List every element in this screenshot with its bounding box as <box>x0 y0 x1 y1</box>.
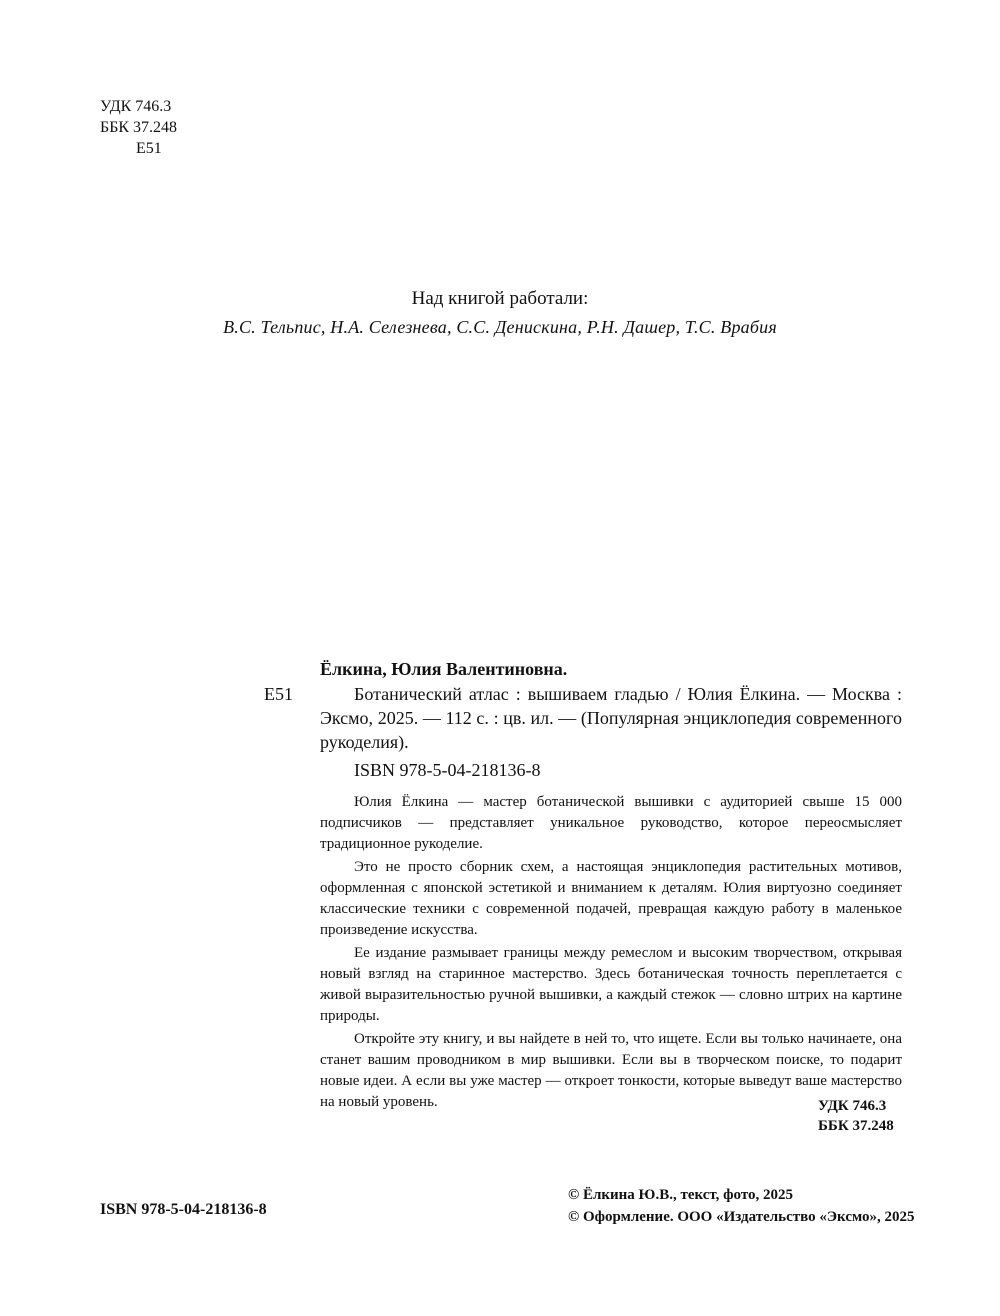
annotation-paragraph: Это не просто сборник схем, а настоящая энциклопедия растительных мотивов, оформленная с японской эстетикой и вниманием к деталям. Юлия виртуозно соединяет классические техники с современной подачей, превращая каждую работу в маленькое произведение искусства. <box>320 859 902 938</box>
udk-code-bottom: УДК 746.3 <box>818 1098 887 1114</box>
copyright-block <box>568 1184 915 1228</box>
biblio-author: Ёлкина, Юлия Валентиновна. <box>320 659 568 679</box>
annotation-paragraph: Юлия Ёлкина — мастер ботанической вышивки с аудиторией свыше 15 000 подписчиков — представляет уникальное руководство, которое переосмысляет традиционное рукоделие. <box>320 794 902 852</box>
annotation-paragraph: Откройте эту книгу, и вы найдете в ней то, что ищете. Если вы только начинаете, она станет вашим проводником в мир вышивки. Если вы в творческом поиске, то подарит новые идеи. А если вы уже мастер — откроет тонкости, которые выведут ваше мастерство на новый уровень. <box>320 1031 902 1110</box>
editorial-team <box>0 286 1000 340</box>
copyright-text: © Ёлкина Ю.В., текст, фото, 2025 <box>568 1187 793 1203</box>
classification-codes-top <box>100 96 177 159</box>
isbn-bottom: ISBN 978-5-04-218136-8 <box>100 1201 267 1218</box>
classification-codes-bottom <box>818 1096 894 1136</box>
annotation <box>320 792 902 1115</box>
author-mark: Е51 <box>136 140 162 157</box>
biblio-description: Ботанический атлас : вышиваем гладью / Юлия Ёлкина. — Москва : Эксмо, 2025. — 112 с. : цв. ил. — (Популярная энциклопедия современного рукоделия). <box>320 684 902 752</box>
biblio-isbn: ISBN 978-5-04-218136-8 <box>354 760 541 780</box>
biblio-author-mark: Е51 <box>264 684 293 704</box>
annotation-paragraph: Ее издание размывает границы между ремеслом и высоким творчеством, открывая новый взгляд на старинное мастерство. Здесь ботаническая точность переплетается с живой выразительностью ручной вышивки, а каждый стежок — словно штрих на картине природы. <box>320 945 902 1024</box>
bbk-code: ББК 37.248 <box>100 119 178 136</box>
team-heading: Над книгой работали: <box>411 288 589 309</box>
bbk-code-bottom: ББК 37.248 <box>818 1118 894 1134</box>
udk-code: УДК 746.3 <box>100 98 172 115</box>
copyright-design: © Оформление. ООО «Издательство «Эксмо», 2025 <box>568 1209 915 1225</box>
team-names: В.С. Тельпис, Н.А. Селезнева, С.С. Денискина, Р.Н. Дашер, Т.С. Врабия <box>223 317 777 337</box>
